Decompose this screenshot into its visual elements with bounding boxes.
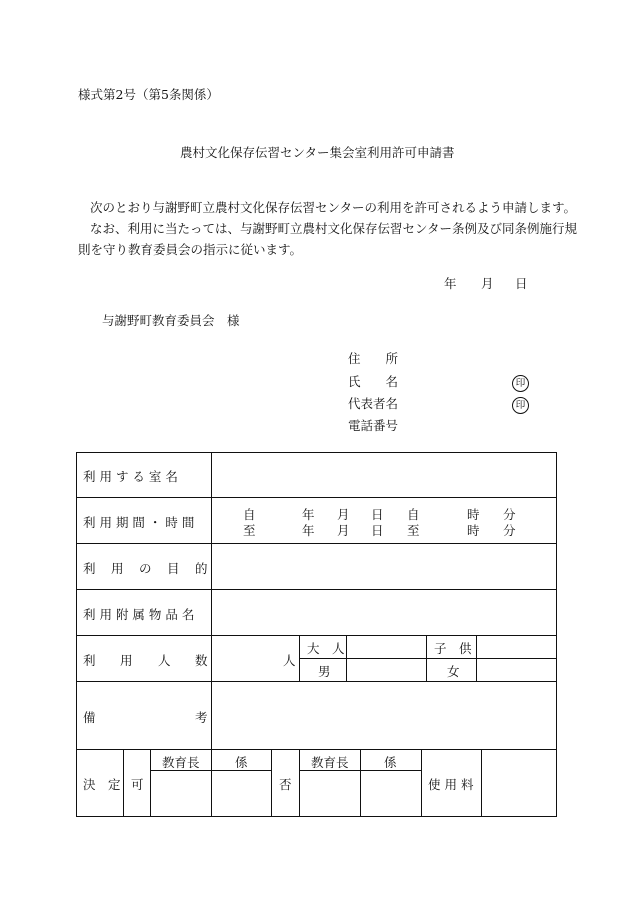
remarks-label-1: 備 [83,710,96,725]
purpose-label-4: 目 [167,561,180,576]
deny-staff-label: 係 [384,755,397,770]
time-to-hour: 時 [467,523,480,538]
remarks-field[interactable] [212,682,556,748]
addressee: 与謝野町教育委員会 様 [102,313,240,328]
intro-line-1: 次のとおり与謝野町立農村文化保存伝習センターの利用を許可されるよう申請します。 [90,200,577,215]
deny-superintendent-label: 教育長 [311,755,349,770]
male-count-field[interactable] [347,659,425,680]
remarks-label-2: 考 [195,710,208,725]
period-label: 利 用 期 間 ・ 時 間 [83,515,195,530]
approve-superintendent-label: 教育長 [162,755,200,770]
time-to-minute: 分 [503,523,516,538]
decision-label: 決 定 [83,777,121,792]
adult-count-field[interactable] [347,636,425,657]
room-name-label: 利 用 す る 室 名 [83,469,178,484]
room-name-field[interactable] [212,453,556,497]
period-from-day: 日 [371,507,384,522]
time-to-label: 至 [407,523,420,538]
people-label-2: 用 [120,653,133,668]
time-from-label: 自 [407,507,420,522]
period-from-month: 月 [337,507,350,522]
purpose-label-2: 用 [111,561,124,576]
fee-label: 使 用 料 [428,777,474,792]
period-to-year: 年 [302,523,315,538]
date-day: 日 [515,276,528,291]
period-to-label: 至 [243,523,256,538]
purpose-field[interactable] [212,544,556,588]
purpose-label-1: 利 [83,561,96,576]
intro-line-2: なお、利用に当たっては、与謝野町立農村文化保存伝習センター条例及び同条例施行規 [90,221,578,236]
applicant-phone-label: 電話番号 [348,418,399,433]
purpose-label-3: の [139,561,152,576]
people-unit: 人 [283,653,296,668]
child-label: 子 供 [434,641,472,656]
people-label-3: 人 [158,653,171,668]
intro-line-3: 則を守り教育委員会の指示に従います。 [78,242,303,257]
equipment-field[interactable] [212,590,556,634]
deny-label: 否 [279,777,292,792]
applicant-address-label: 住 所 [348,351,399,366]
purpose-label-5: 的 [195,561,208,576]
female-label: 女 [447,664,460,679]
people-label-4: 数 [195,653,208,668]
male-label: 男 [318,664,331,679]
applicant-representative-label: 代表者名 [348,396,399,411]
time-from-hour: 時 [467,507,480,522]
period-from-year: 年 [302,507,315,522]
people-label-1: 利 [83,653,96,668]
equipment-label: 利 用 附 属 物 品 名 [83,607,195,622]
seal-mark-representative: 印 [512,393,529,414]
date-month: 月 [481,276,494,291]
approve-label: 可 [131,777,144,792]
time-from-minute: 分 [503,507,516,522]
period-from-label: 自 [243,507,256,522]
child-count-field[interactable] [477,636,555,657]
period-to-day: 日 [371,523,384,538]
page-title: 農村文化保存伝習センター集会室利用許可申請書 [180,145,455,160]
adult-label: 大 人 [307,641,345,656]
fee-field[interactable] [482,750,556,816]
form-number: 様式第2号（第5条関係） [78,87,219,102]
seal-mark-name: 印 [512,371,529,392]
applicant-name-label: 氏 名 [348,374,399,389]
date-year: 年 [444,276,457,291]
female-count-field[interactable] [477,659,555,680]
period-to-month: 月 [337,523,350,538]
approve-staff-label: 係 [235,755,248,770]
